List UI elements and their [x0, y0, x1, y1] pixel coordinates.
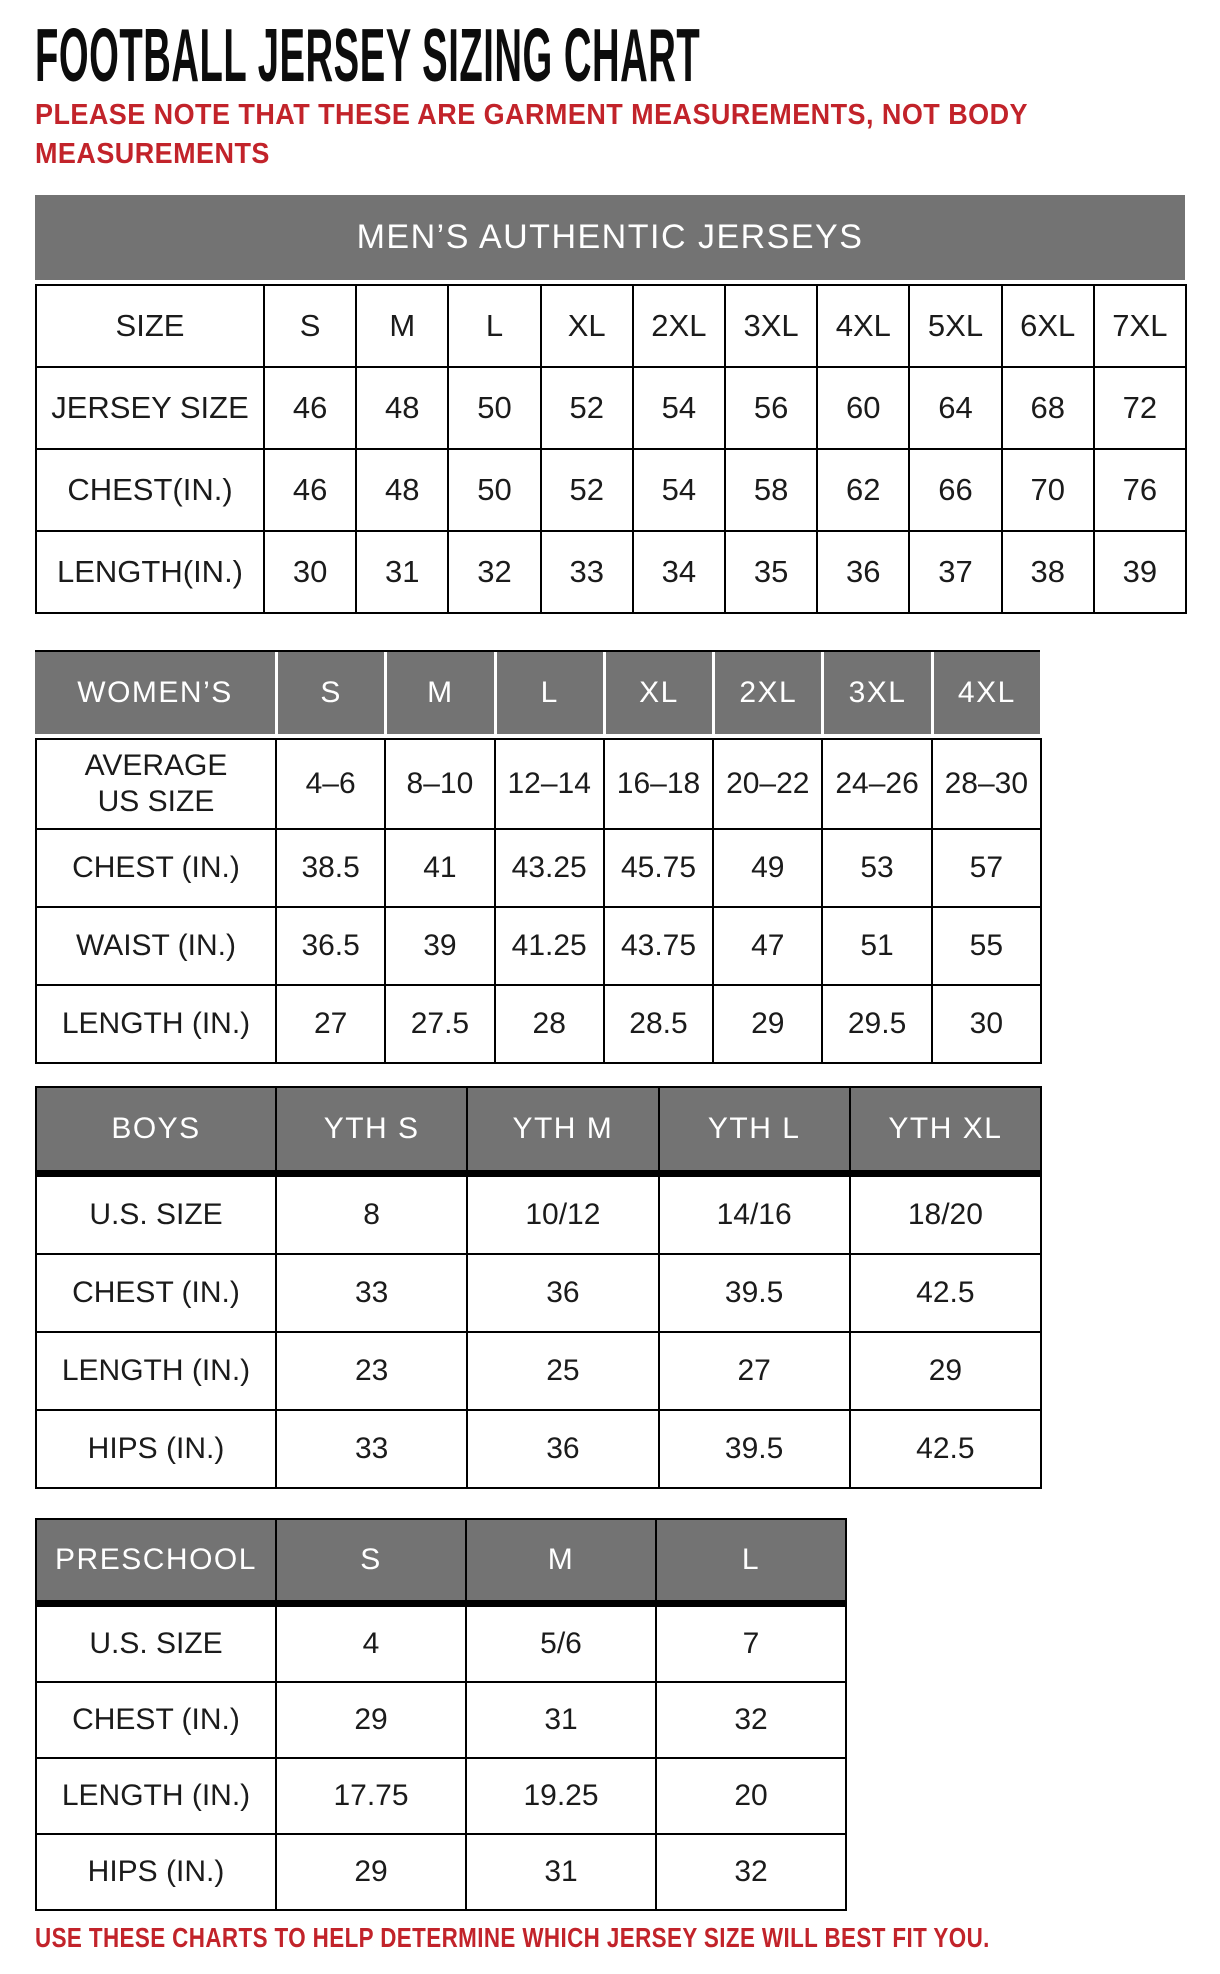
- value-cell: 20–22: [714, 740, 823, 830]
- value-cell: 51: [823, 908, 932, 986]
- value-cell: 41.25: [496, 908, 605, 986]
- value-cell: 36: [468, 1255, 659, 1333]
- value-cell: L: [449, 286, 541, 368]
- size-header-cell: 2XL: [712, 652, 821, 734]
- boys-table-header: [35, 1086, 1042, 1175]
- value-cell: 37: [910, 532, 1002, 614]
- value-cell: 7XL: [1095, 286, 1187, 368]
- size-header-cell: YTH S: [277, 1088, 468, 1170]
- value-cell: 48: [357, 368, 449, 450]
- value-cell: 4: [277, 1607, 467, 1683]
- mens-table-title-bar: [35, 195, 1185, 280]
- mens-table-title: MEN’S AUTHENTIC JERSEYS: [356, 218, 864, 256]
- value-cell: 12–14: [496, 740, 605, 830]
- value-cell: 3XL: [726, 286, 818, 368]
- value-cell: 45.75: [605, 830, 714, 908]
- boys-table-label: BOYS: [37, 1088, 277, 1170]
- value-cell: 33: [277, 1411, 468, 1489]
- row-label-cell: LENGTH(IN.): [37, 532, 265, 614]
- row-label-cell: AVERAGE US SIZE: [37, 740, 277, 830]
- value-cell: 16–18: [605, 740, 714, 830]
- value-cell: 2XL: [634, 286, 726, 368]
- value-cell: 28–30: [933, 740, 1042, 830]
- value-cell: 5/6: [467, 1607, 657, 1683]
- value-cell: 30: [933, 986, 1042, 1064]
- value-cell: 52: [542, 368, 634, 450]
- value-cell: 57: [933, 830, 1042, 908]
- value-cell: 46: [265, 450, 357, 532]
- value-cell: 5XL: [910, 286, 1002, 368]
- row-label-cell: LENGTH (IN.): [37, 1333, 277, 1411]
- value-cell: S: [265, 286, 357, 368]
- value-cell: 36: [818, 532, 910, 614]
- womens-table-header: [35, 650, 1040, 734]
- value-cell: 23: [277, 1333, 468, 1411]
- value-cell: 28.5: [605, 986, 714, 1064]
- size-header-cell: 3XL: [821, 652, 930, 734]
- value-cell: 43.75: [605, 908, 714, 986]
- value-cell: 39: [1095, 532, 1187, 614]
- row-label-cell: HIPS (IN.): [37, 1411, 277, 1489]
- value-cell: 31: [467, 1835, 657, 1911]
- value-cell: 10/12: [468, 1177, 659, 1255]
- size-header-cell: L: [657, 1520, 847, 1600]
- value-cell: 52: [542, 450, 634, 532]
- value-cell: 4XL: [818, 286, 910, 368]
- value-cell: 8: [277, 1177, 468, 1255]
- value-cell: 28: [496, 986, 605, 1064]
- row-label-cell: JERSEY SIZE: [37, 368, 265, 450]
- size-header-cell: S: [277, 1520, 467, 1600]
- value-cell: 14/16: [660, 1177, 851, 1255]
- value-cell: 34: [634, 532, 726, 614]
- value-cell: 7: [657, 1607, 847, 1683]
- value-cell: 29: [714, 986, 823, 1064]
- value-cell: 29.5: [823, 986, 932, 1064]
- garment-measurements-note: PLEASE NOTE THAT THESE ARE GARMENT MEASUREMENTS, NOT BODY MEASUREMENTS: [35, 99, 1028, 170]
- value-cell: 30: [265, 532, 357, 614]
- preschool-table: [35, 1605, 847, 1911]
- value-cell: 8–10: [386, 740, 495, 830]
- value-cell: 19.25: [467, 1759, 657, 1835]
- value-cell: 53: [823, 830, 932, 908]
- value-cell: 27: [277, 986, 386, 1064]
- value-cell: 55: [933, 908, 1042, 986]
- womens-table: [35, 738, 1042, 1064]
- value-cell: 4–6: [277, 740, 386, 830]
- value-cell: 6XL: [1003, 286, 1095, 368]
- value-cell: 43.25: [496, 830, 605, 908]
- value-cell: 62: [818, 450, 910, 532]
- value-cell: 50: [449, 368, 541, 450]
- size-header-cell: XL: [603, 652, 712, 734]
- boys-table: [35, 1175, 1042, 1489]
- value-cell: 31: [357, 532, 449, 614]
- value-cell: 27.5: [386, 986, 495, 1064]
- row-label-cell: LENGTH (IN.): [37, 1759, 277, 1835]
- value-cell: 33: [542, 532, 634, 614]
- value-cell: 29: [851, 1333, 1042, 1411]
- page-title: FOOTBALL JERSEY SIZING CHART: [35, 13, 701, 97]
- value-cell: 38: [1003, 532, 1095, 614]
- size-header-cell: M: [467, 1520, 657, 1600]
- value-cell: 39: [386, 908, 495, 986]
- value-cell: 32: [657, 1835, 847, 1911]
- size-header-cell: 4XL: [931, 652, 1040, 734]
- value-cell: 50: [449, 450, 541, 532]
- size-header-cell: M: [384, 652, 493, 734]
- value-cell: 54: [634, 368, 726, 450]
- value-cell: 76: [1095, 450, 1187, 532]
- value-cell: 33: [277, 1255, 468, 1333]
- value-cell: 58: [726, 450, 818, 532]
- value-cell: 24–26: [823, 740, 932, 830]
- value-cell: 17.75: [277, 1759, 467, 1835]
- value-cell: 60: [818, 368, 910, 450]
- value-cell: 36.5: [277, 908, 386, 986]
- value-cell: M: [357, 286, 449, 368]
- value-cell: 38.5: [277, 830, 386, 908]
- value-cell: 46: [265, 368, 357, 450]
- value-cell: 29: [277, 1835, 467, 1911]
- value-cell: XL: [542, 286, 634, 368]
- footer-note: USE THESE CHARTS TO HELP DETERMINE WHICH JERSEY SIZE WILL BEST FIT YOU.: [35, 1922, 990, 1953]
- row-label-cell: CHEST (IN.): [37, 1255, 277, 1333]
- value-cell: 42.5: [851, 1255, 1042, 1333]
- value-cell: 56: [726, 368, 818, 450]
- row-label-cell: SIZE: [37, 286, 265, 368]
- mens-table: [35, 284, 1187, 614]
- value-cell: 32: [657, 1683, 847, 1759]
- row-label-cell: CHEST(IN.): [37, 450, 265, 532]
- value-cell: 27: [660, 1333, 851, 1411]
- value-cell: 72: [1095, 368, 1187, 450]
- value-cell: 35: [726, 532, 818, 614]
- size-header-cell: L: [494, 652, 603, 734]
- value-cell: 39.5: [660, 1255, 851, 1333]
- value-cell: 32: [449, 532, 541, 614]
- value-cell: 18/20: [851, 1177, 1042, 1255]
- size-header-cell: YTH XL: [851, 1088, 1042, 1170]
- row-label-cell: HIPS (IN.): [37, 1835, 277, 1911]
- size-header-cell: YTH L: [660, 1088, 851, 1170]
- value-cell: 49: [714, 830, 823, 908]
- preschool-table-header: [35, 1518, 847, 1605]
- row-label-cell: WAIST (IN.): [37, 908, 277, 986]
- row-label-cell: CHEST (IN.): [37, 1683, 277, 1759]
- row-label-cell: CHEST (IN.): [37, 830, 277, 908]
- value-cell: 39.5: [660, 1411, 851, 1489]
- value-cell: 54: [634, 450, 726, 532]
- womens-table-label: WOMEN’S: [35, 652, 275, 734]
- size-header-cell: YTH M: [468, 1088, 659, 1170]
- preschool-table-label: PRESCHOOL: [37, 1520, 277, 1600]
- value-cell: 20: [657, 1759, 847, 1835]
- row-label-cell: U.S. SIZE: [37, 1177, 277, 1255]
- value-cell: 25: [468, 1333, 659, 1411]
- value-cell: 36: [468, 1411, 659, 1489]
- value-cell: 70: [1003, 450, 1095, 532]
- value-cell: 41: [386, 830, 495, 908]
- value-cell: 68: [1003, 368, 1095, 450]
- row-label-cell: LENGTH (IN.): [37, 986, 277, 1064]
- value-cell: 66: [910, 450, 1002, 532]
- value-cell: 42.5: [851, 1411, 1042, 1489]
- value-cell: 47: [714, 908, 823, 986]
- row-label-cell: U.S. SIZE: [37, 1607, 277, 1683]
- value-cell: 64: [910, 368, 1002, 450]
- value-cell: 31: [467, 1683, 657, 1759]
- value-cell: 29: [277, 1683, 467, 1759]
- size-header-cell: S: [275, 652, 384, 734]
- value-cell: 48: [357, 450, 449, 532]
